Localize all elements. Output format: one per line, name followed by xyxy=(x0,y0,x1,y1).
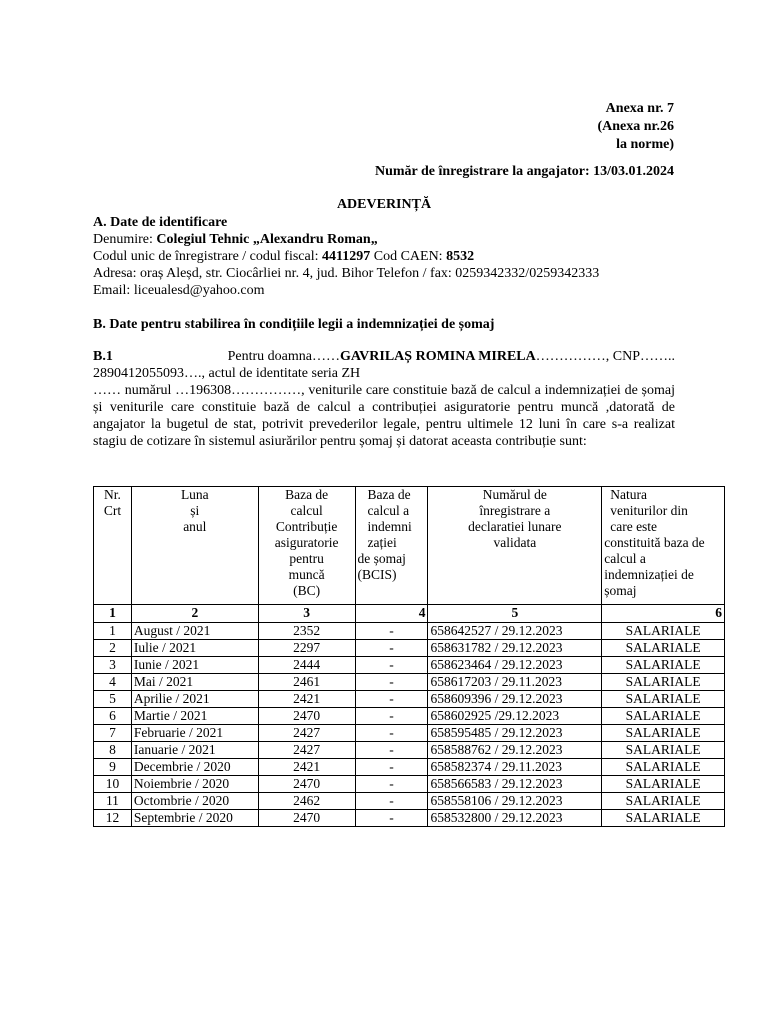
cell-luna: Mai / 2021 xyxy=(131,674,258,691)
cell-decl: 658642527 / 29.12.2023 xyxy=(428,623,602,640)
annex-line-2: (Anexa nr.26 xyxy=(597,119,674,134)
cell-natura: SALARIALE xyxy=(602,623,725,640)
table-header-row xyxy=(94,487,725,605)
cell-bc: 2427 xyxy=(258,725,355,742)
table-row xyxy=(94,708,725,725)
email-line: Email: liceualesd@yahoo.com xyxy=(93,283,265,298)
cell-bc: 2470 xyxy=(258,708,355,725)
cell-decl: 658617203 / 29.11.2023 xyxy=(428,674,602,691)
cell-decl: 658582374 / 29.11.2023 xyxy=(428,759,602,776)
cell-bcis: - xyxy=(355,708,428,725)
cell-decl: 658623464 / 29.12.2023 xyxy=(428,657,602,674)
cell-natura: SALARIALE xyxy=(602,793,725,810)
cell-bcis: - xyxy=(355,742,428,759)
table-row xyxy=(94,742,725,759)
section-a-identification xyxy=(93,214,675,299)
column-number: 2 xyxy=(131,605,258,623)
cell-decl: 658631782 / 29.12.2023 xyxy=(428,640,602,657)
cell-bcis: - xyxy=(355,793,428,810)
b1-second-line: 2890412055093…., actul de identitate seria ZH xyxy=(93,366,361,381)
table-row xyxy=(94,674,725,691)
cell-bc: 2421 xyxy=(258,691,355,708)
cell-bc: 2427 xyxy=(258,742,355,759)
cell-decl: 658602925 /29.12.2023 xyxy=(428,708,602,725)
cell-decl: 658588762 / 29.12.2023 xyxy=(428,742,602,759)
header-luna: Luna și anul xyxy=(131,487,258,605)
cell-bc: 2461 xyxy=(258,674,355,691)
document-title: ADEVERINȚĂ xyxy=(336,197,432,212)
cell-nr: 2 xyxy=(94,640,132,657)
cell-bcis: - xyxy=(355,674,428,691)
registration-number: Număr de înregistrare la angajator: 13/03.01.2024 xyxy=(374,164,674,179)
cell-natura: SALARIALE xyxy=(602,657,725,674)
cell-bcis: - xyxy=(355,623,428,640)
cell-nr: 4 xyxy=(94,674,132,691)
table-row xyxy=(94,793,725,810)
cell-bc: 2470 xyxy=(258,776,355,793)
column-number: 6 xyxy=(602,605,725,623)
column-number: 3 xyxy=(258,605,355,623)
fiscal-code-line xyxy=(93,248,675,265)
cell-nr: 3 xyxy=(94,657,132,674)
address-line: Adresa: oraș Aleșd, str. Ciocârliei nr. 4, jud. Bihor Telefon / fax: 0259342332/0259342333 xyxy=(93,266,600,281)
fiscal-code: 4411297 xyxy=(322,249,371,264)
cell-decl: 658558106 / 29.12.2023 xyxy=(428,793,602,810)
column-number: 1 xyxy=(94,605,132,623)
employer-name-line xyxy=(93,231,675,248)
cell-bcis: - xyxy=(355,640,428,657)
cell-luna: Martie / 2021 xyxy=(131,708,258,725)
cell-luna: Ianuarie / 2021 xyxy=(131,742,258,759)
cell-nr: 6 xyxy=(94,708,132,725)
cell-luna: Iulie / 2021 xyxy=(131,640,258,657)
cell-nr: 12 xyxy=(94,810,132,827)
header-nr: Nr. Crt xyxy=(94,487,132,605)
cell-bcis: - xyxy=(355,657,428,674)
cell-luna: Februarie / 2021 xyxy=(131,725,258,742)
cell-luna: Septembrie / 2020 xyxy=(131,810,258,827)
cell-luna: Noiembrie / 2020 xyxy=(131,776,258,793)
income-table xyxy=(93,486,725,827)
cell-natura: SALARIALE xyxy=(602,759,725,776)
cell-nr: 10 xyxy=(94,776,132,793)
cell-luna: Decembrie / 2020 xyxy=(131,759,258,776)
column-number: 4 xyxy=(355,605,428,623)
cell-decl: 658532800 / 29.12.2023 xyxy=(428,810,602,827)
cell-natura: SALARIALE xyxy=(602,640,725,657)
table-row xyxy=(94,725,725,742)
cell-decl: 658566583 / 29.12.2023 xyxy=(428,776,602,793)
cell-natura: SALARIALE xyxy=(602,725,725,742)
column-number: 5 xyxy=(428,605,602,623)
cell-natura: SALARIALE xyxy=(602,810,725,827)
cell-nr: 7 xyxy=(94,725,132,742)
b1-person-line: Pentru doamna……GAVRILAȘ ROMINA MIRELA……………, CNP…….. xyxy=(227,349,675,364)
table-row xyxy=(94,776,725,793)
cell-bc: 2470 xyxy=(258,810,355,827)
cell-decl: 658595485 / 29.12.2023 xyxy=(428,725,602,742)
cell-bc: 2421 xyxy=(258,759,355,776)
cell-bcis: - xyxy=(355,725,428,742)
cell-nr: 5 xyxy=(94,691,132,708)
table-row xyxy=(94,640,725,657)
fiscal-code-label: Codul unic de înregistrare / codul fiscal: xyxy=(93,249,322,264)
cell-luna: Octombrie / 2020 xyxy=(131,793,258,810)
annex-line-1: Anexa nr. 7 xyxy=(605,101,674,116)
table-row xyxy=(94,810,725,827)
cell-luna: August / 2021 xyxy=(131,623,258,640)
cell-natura: SALARIALE xyxy=(602,708,725,725)
annex-reference xyxy=(598,100,675,154)
cell-natura: SALARIALE xyxy=(602,742,725,759)
table-body xyxy=(94,623,725,827)
b1-label: B.1 xyxy=(93,349,113,364)
table-row xyxy=(94,623,725,640)
cell-nr: 8 xyxy=(94,742,132,759)
cell-luna: Aprilie / 2021 xyxy=(131,691,258,708)
header-natura: Natura veniturilor din care este constituită baza de calcul a indemnizației de șomaj xyxy=(602,487,725,605)
header-bcis: Baza de calcul a indemni zației de șomaj (BCIS) xyxy=(355,487,428,605)
b1-first-line xyxy=(93,348,675,365)
section-b-heading: B. Date pentru stabilirea în condițiile legii a indemnizației de șomaj xyxy=(93,317,495,332)
table-row xyxy=(94,657,725,674)
cell-natura: SALARIALE xyxy=(602,691,725,708)
cell-bcis: - xyxy=(355,759,428,776)
cell-bc: 2462 xyxy=(258,793,355,810)
employer-name-label: Denumire: xyxy=(93,232,157,247)
cell-nr: 9 xyxy=(94,759,132,776)
employee-name: GAVRILAȘ ROMINA MIRELA xyxy=(339,349,536,364)
table-row xyxy=(94,691,725,708)
cell-bc: 2297 xyxy=(258,640,355,657)
b1-body-text: …… numărul …196308……………, veniturile care constituie bază de calcul a indemnizației de șomaj și veniturile care constituie bază de calcul a contribuției asiguratorie pentru muncă ,datorată de angajator la bugetul de stat, potrivit prevederilor legale, pentru ultimele 12 luni în care s-a realizat stagiu de cotizare în sistemul asiurărilor pentru șomaj și datorat aceasta contribuție sunt: xyxy=(93,383,675,449)
cell-nr: 1 xyxy=(94,623,132,640)
cell-bc: 2444 xyxy=(258,657,355,674)
section-b1-paragraph xyxy=(93,348,675,450)
table-row xyxy=(94,759,725,776)
annex-line-3: la norme) xyxy=(616,137,674,152)
column-number-row xyxy=(94,605,725,623)
cell-bc: 2352 xyxy=(258,623,355,640)
cell-bcis: - xyxy=(355,691,428,708)
cell-luna: Iunie / 2021 xyxy=(131,657,258,674)
cell-decl: 658609396 / 29.12.2023 xyxy=(428,691,602,708)
employer-name: Colegiul Tehnic „Alexandru Roman„ xyxy=(156,232,378,247)
cell-bcis: - xyxy=(355,776,428,793)
section-a-heading: A. Date de identificare xyxy=(93,215,228,230)
cell-natura: SALARIALE xyxy=(602,674,725,691)
header-bc: Baza de calcul Contribuție asiguratorie pentru muncă (BC) xyxy=(258,487,355,605)
caen-code: 8532 xyxy=(446,249,475,264)
cell-nr: 11 xyxy=(94,793,132,810)
cell-natura: SALARIALE xyxy=(602,776,725,793)
caen-label: Cod CAEN: xyxy=(370,249,447,264)
cell-bcis: - xyxy=(355,810,428,827)
header-declaration: Numărul de înregistrare a declaratiei lunare validata xyxy=(428,487,602,605)
